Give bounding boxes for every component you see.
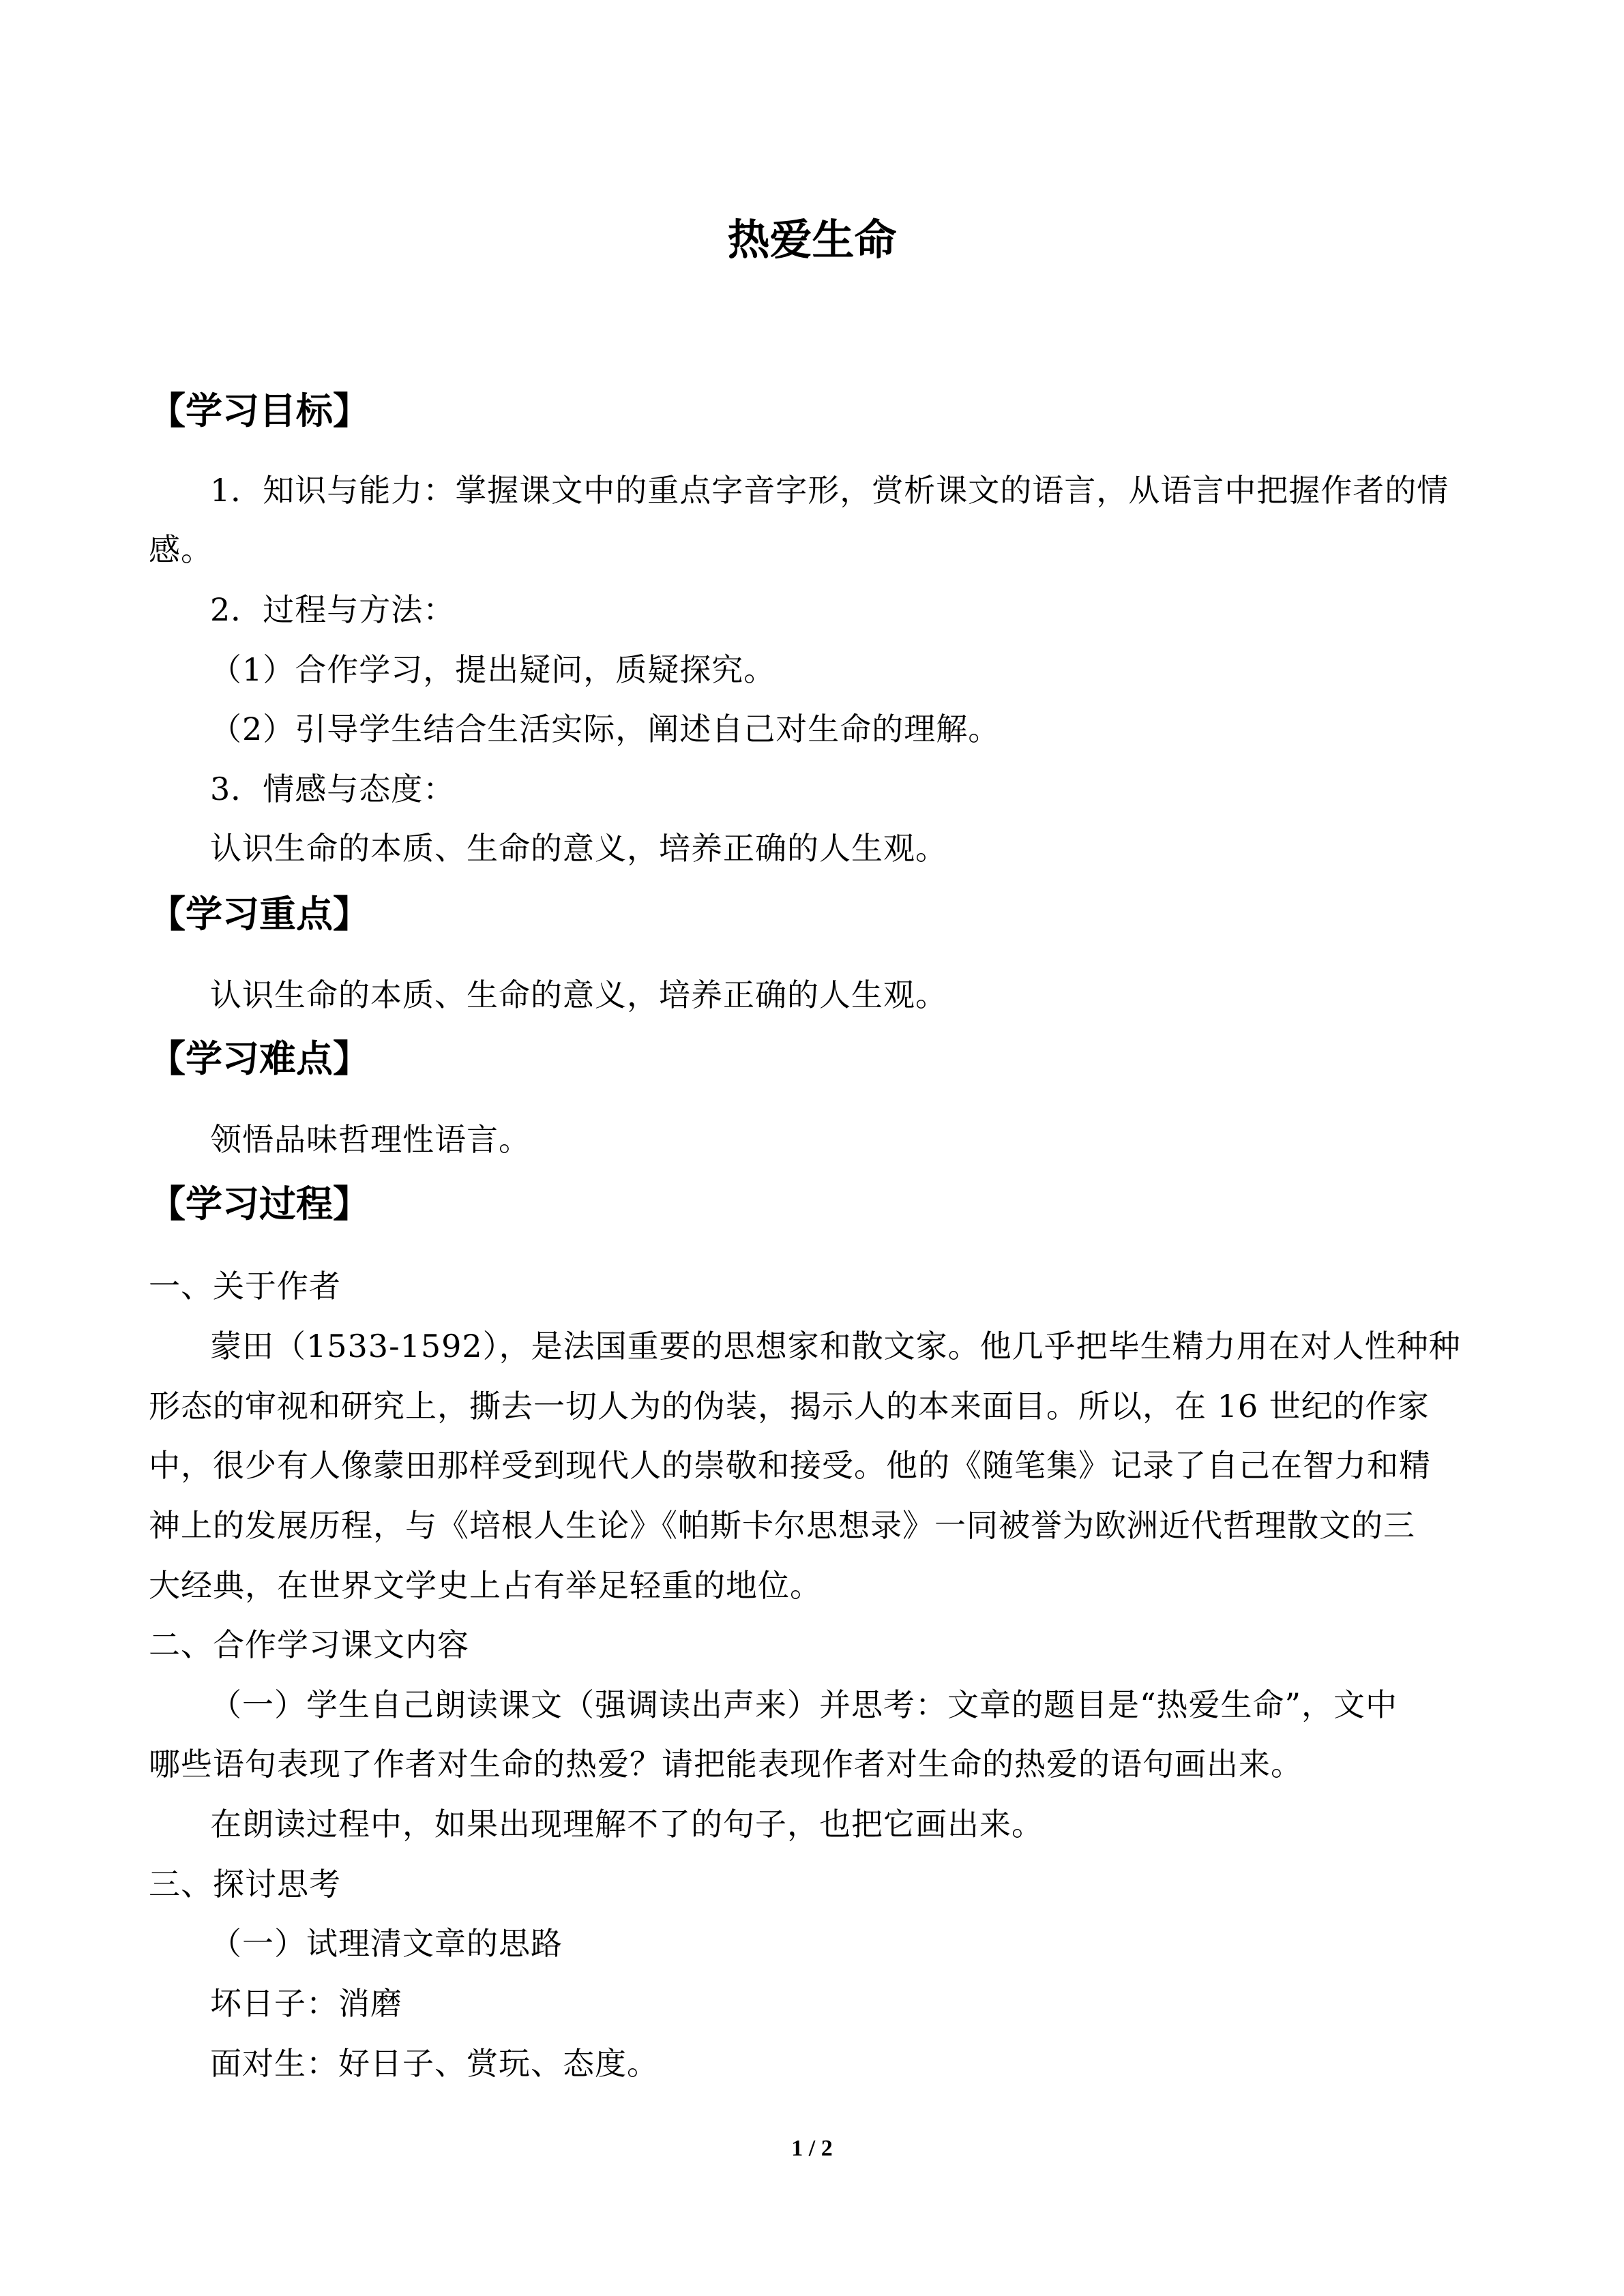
goal-item-2: 2．过程与方法：	[210, 591, 456, 628]
author-paragraph-line: 大经典，在世界文学史上占有举足轻重的地位。	[149, 1567, 822, 1604]
focus-text: 认识生命的本质、生命的意义，培养正确的人生观。	[210, 976, 947, 1013]
goal-item-2-sub-2: （2）引导学生结合生活实际，阐述自己对生命的理解。	[210, 711, 1001, 747]
goal-item-1-line-2: 感。	[149, 531, 213, 568]
process-part-3-sub-1: （一）试理清文章的思路	[210, 1925, 563, 1962]
process-part-3-title: 三、探讨思考	[149, 1866, 341, 1903]
heading-learning-difficulty: 【学习难点】	[149, 1037, 370, 1080]
goal-item-3: 3．情感与态度：	[210, 771, 456, 807]
process-part-2-title: 二、合作学习课文内容	[149, 1626, 469, 1663]
structure-line-bad-days: 坏日子：消磨	[210, 1985, 402, 2022]
author-paragraph-line: 神上的发展历程，与《培根人生论》《帕斯卡尔思想录》一同被誉为欧洲近代哲理散文的三	[149, 1507, 1415, 1544]
page-number: 1 / 2	[791, 2136, 833, 2161]
goal-item-1-line-1: 1．知识与能力：掌握课文中的重点字音字形，赏析课文的语言，从语言中把握作者的情	[210, 472, 1449, 509]
reading-task-line: 哪些语句表现了作者对生命的热爱？请把能表现作者对生命的热爱的语句画出来。	[149, 1746, 1303, 1783]
heading-learning-process: 【学习过程】	[149, 1182, 370, 1225]
structure-line-facing-life: 面对生：好日子、赏玩、态度。	[210, 2045, 659, 2082]
goal-item-2-sub-1: （1）合作学习，提出疑问，质疑探究。	[210, 651, 776, 688]
reading-task-line: 在朗读过程中，如果出现理解不了的句子，也把它画出来。	[210, 1806, 1044, 1843]
difficulty-text: 领悟品味哲理性语言。	[210, 1121, 531, 1158]
document-title: 热爱生命	[727, 215, 897, 265]
heading-learning-goals: 【学习目标】	[149, 389, 370, 432]
author-paragraph-line: 中，很少有人像蒙田那样受到现代人的崇敬和接受。他的《随笔集》记录了自己在智力和精	[149, 1447, 1431, 1484]
process-part-1-title: 一、关于作者	[149, 1268, 341, 1304]
reading-task-line: （一）学生自己朗读课文（强调读出声来）并思考：文章的题目是“热爱生命”，文中	[210, 1686, 1398, 1723]
author-paragraph-line: 蒙田（1533-1592），是法国重要的思想家和散文家。他几乎把毕生精力用在对人性种种	[210, 1328, 1461, 1365]
author-paragraph-line: 形态的审视和研究上，撕去一切人为的伪装，揭示人的本来面目。所以，在 16 世纪的作家	[149, 1388, 1430, 1425]
heading-learning-focus: 【学习重点】	[149, 893, 370, 936]
goal-item-3-text: 认识生命的本质、生命的意义，培养正确的人生观。	[210, 830, 947, 867]
